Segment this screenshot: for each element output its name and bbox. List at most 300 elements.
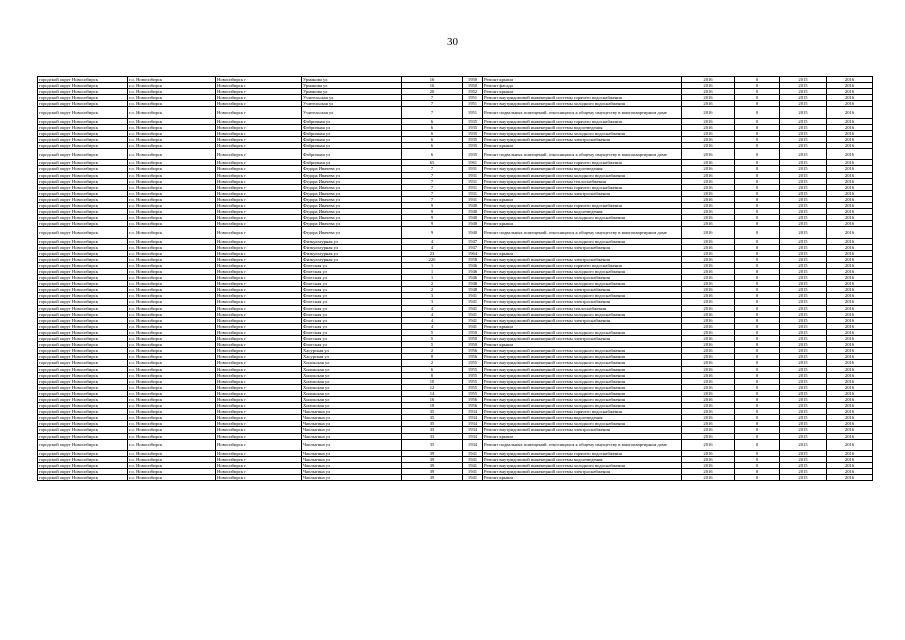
settlement-cell: Новосибирск г xyxy=(216,83,302,89)
year-cell: 1946 xyxy=(463,262,483,268)
street-cell: Хилокская ул xyxy=(302,384,402,390)
city-cell: г.о. Новосибирск xyxy=(128,262,216,268)
work-cell: Ремонт подвальных помещений, относящихся к общему имуществу в многоквартирном доме xyxy=(483,227,682,238)
count-cell: 0 xyxy=(735,409,780,415)
house-cell: 7 xyxy=(402,172,463,178)
district-cell: городской округ Новосибирск xyxy=(38,221,128,227)
count-cell: 0 xyxy=(735,427,780,433)
settlement-cell: Новосибирск г xyxy=(216,366,302,372)
start-year-cell: 2015 xyxy=(780,172,827,178)
street-cell: Учительская ул xyxy=(302,107,402,118)
house-cell: 7 xyxy=(402,107,463,118)
street-cell: Урманова ул xyxy=(302,89,402,95)
house-cell: 7 xyxy=(402,184,463,190)
work-cell: Ремонт крыши xyxy=(483,143,682,149)
plan-year-cell: 2016 xyxy=(682,136,735,142)
count-cell: 0 xyxy=(735,95,780,101)
city-cell: г.о. Новосибирск xyxy=(128,89,216,95)
city-cell: г.о. Новосибирск xyxy=(128,329,216,335)
settlement-cell: Новосибирск г xyxy=(216,107,302,118)
house-cell: 39 xyxy=(402,463,463,469)
district-cell: городской округ Новосибирск xyxy=(38,287,128,293)
house-cell: 5 xyxy=(402,342,463,348)
year-cell: 1941 xyxy=(463,469,483,475)
year-cell: 1934 xyxy=(463,415,483,421)
city-cell: г.о. Новосибирск xyxy=(128,202,216,208)
count-cell: 0 xyxy=(735,396,780,402)
plan-year-cell: 2016 xyxy=(682,149,735,160)
settlement-cell: Новосибирск г xyxy=(216,160,302,166)
plan-year-cell: 2016 xyxy=(682,160,735,166)
end-year-cell: 2016 xyxy=(827,360,873,366)
house-cell: 4 xyxy=(402,244,463,250)
count-cell: 0 xyxy=(735,89,780,95)
start-year-cell: 2015 xyxy=(780,336,827,342)
work-cell: Ремонт внутридомовой инженерной системы водоотведения xyxy=(483,415,682,421)
start-year-cell: 2015 xyxy=(780,366,827,372)
street-cell: Флотская ул xyxy=(302,262,402,268)
house-cell: 22б xyxy=(402,256,463,262)
street-cell: Хилокская ул xyxy=(302,372,402,378)
start-year-cell: 2015 xyxy=(780,101,827,107)
street-cell: Флотская ул xyxy=(302,305,402,311)
end-year-cell: 2016 xyxy=(827,190,873,196)
end-year-cell: 2016 xyxy=(827,293,873,299)
start-year-cell: 2015 xyxy=(780,209,827,215)
settlement-cell: Новосибирск г xyxy=(216,172,302,178)
district-cell: городской округ Новосибирск xyxy=(38,136,128,142)
street-cell: Флотская ул xyxy=(302,293,402,299)
work-cell: Ремонт внутридомовой инженерной системы электроснабжения xyxy=(483,190,682,196)
city-cell: г.о. Новосибирск xyxy=(128,178,216,184)
plan-year-cell: 2016 xyxy=(682,215,735,221)
house-cell: 33 xyxy=(402,433,463,439)
count-cell: 0 xyxy=(735,83,780,89)
district-cell: городской округ Новосибирск xyxy=(38,118,128,124)
settlement-cell: Новосибирск г xyxy=(216,238,302,244)
city-cell: г.о. Новосибирск xyxy=(128,77,216,83)
count-cell: 0 xyxy=(735,348,780,354)
start-year-cell: 2015 xyxy=(780,136,827,142)
work-cell: Ремонт внутридомовой инженерной системы холодного водоснабжения xyxy=(483,293,682,299)
district-cell: городской округ Новосибирск xyxy=(38,396,128,402)
house-cell: 35 xyxy=(402,409,463,415)
work-cell: Ремонт крыши xyxy=(483,196,682,202)
end-year-cell: 2016 xyxy=(827,299,873,305)
start-year-cell: 2015 xyxy=(780,390,827,396)
house-cell: 9 xyxy=(402,209,463,215)
plan-year-cell: 2016 xyxy=(682,269,735,275)
end-year-cell: 2016 xyxy=(827,143,873,149)
district-cell: городской округ Новосибирск xyxy=(38,427,128,433)
end-year-cell: 2016 xyxy=(827,262,873,268)
end-year-cell: 2016 xyxy=(827,269,873,275)
district-cell: городской округ Новосибирск xyxy=(38,329,128,335)
district-cell: городской округ Новосибирск xyxy=(38,262,128,268)
year-cell: 1931 xyxy=(463,184,483,190)
start-year-cell: 2015 xyxy=(780,403,827,409)
year-cell: 1940 xyxy=(463,209,483,215)
house-cell: 6 xyxy=(402,118,463,124)
district-cell: городской округ Новосибирск xyxy=(38,415,128,421)
city-cell: г.о. Новосибирск xyxy=(128,366,216,372)
work-cell: Ремонт подвальных помещений, относящихся к общему имуществу в многоквартирном доме xyxy=(483,107,682,118)
settlement-cell: Новосибирск г xyxy=(216,384,302,390)
year-cell: 1934 xyxy=(463,409,483,415)
plan-year-cell: 2016 xyxy=(682,130,735,136)
end-year-cell: 2016 xyxy=(827,378,873,384)
end-year-cell: 2016 xyxy=(827,323,873,329)
end-year-cell: 2016 xyxy=(827,372,873,378)
work-cell: Ремонт внутридомовой инженерной системы горячего водоснабжения xyxy=(483,450,682,456)
work-cell: Ремонт внутридомовой инженерной системы горячего водоснабжения xyxy=(483,118,682,124)
work-cell: Ремонт внутридомовой инженерной системы теплоснабжения xyxy=(483,178,682,184)
end-year-cell: 2016 xyxy=(827,83,873,89)
start-year-cell: 2015 xyxy=(780,287,827,293)
start-year-cell: 2015 xyxy=(780,439,827,450)
plan-year-cell: 2016 xyxy=(682,469,735,475)
work-cell: Ремонт внутридомовой инженерной системы электроснабжения xyxy=(483,256,682,262)
house-cell: 9 xyxy=(402,221,463,227)
city-cell: г.о. Новосибирск xyxy=(128,336,216,342)
work-cell: Ремонт внутридомовой инженерной системы холодного водоснабжения xyxy=(483,311,682,317)
district-cell: городской округ Новосибирск xyxy=(38,275,128,281)
district-cell: городской округ Новосибирск xyxy=(38,421,128,427)
count-cell: 0 xyxy=(735,209,780,215)
start-year-cell: 2015 xyxy=(780,384,827,390)
year-cell: 1941 xyxy=(463,305,483,311)
house-cell: 10 xyxy=(402,378,463,384)
count-cell: 0 xyxy=(735,403,780,409)
table-row xyxy=(38,475,873,481)
plan-year-cell: 2016 xyxy=(682,178,735,184)
work-cell: Ремонт внутридомовой инженерной системы холодного водоснабжения xyxy=(483,348,682,354)
street-cell: Физкультурная ул xyxy=(302,250,402,256)
city-cell: г.о. Новосибирск xyxy=(128,238,216,244)
end-year-cell: 2016 xyxy=(827,196,873,202)
work-cell: Ремонт внутридомовой инженерной системы холодного водоснабжения xyxy=(483,238,682,244)
plan-year-cell: 2016 xyxy=(682,403,735,409)
plan-year-cell: 2016 xyxy=(682,450,735,456)
start-year-cell: 2015 xyxy=(780,281,827,287)
end-year-cell: 2016 xyxy=(827,366,873,372)
district-cell: городской округ Новосибирск xyxy=(38,317,128,323)
table-body xyxy=(38,77,873,481)
city-cell: г.о. Новосибирск xyxy=(128,475,216,481)
settlement-cell: Новосибирск г xyxy=(216,118,302,124)
street-cell: Федора Ивачева ул xyxy=(302,190,402,196)
count-cell: 0 xyxy=(735,143,780,149)
street-cell: Фабричная ул xyxy=(302,136,402,142)
plan-year-cell: 2016 xyxy=(682,409,735,415)
settlement-cell: Новосибирск г xyxy=(216,221,302,227)
work-cell: Ремонт внутридомовой инженерной системы холодного водоснабжения xyxy=(483,421,682,427)
city-cell: г.о. Новосибирск xyxy=(128,221,216,227)
start-year-cell: 2015 xyxy=(780,275,827,281)
work-cell: Ремонт внутридомовой инженерной системы холодного водоснабжения xyxy=(483,360,682,366)
year-cell: 1955 xyxy=(463,366,483,372)
year-cell: 1934 xyxy=(463,421,483,427)
work-cell: Ремонт внутридомовой инженерной системы холодного водоснабжения xyxy=(483,172,682,178)
district-cell: городской округ Новосибирск xyxy=(38,209,128,215)
plan-year-cell: 2016 xyxy=(682,89,735,95)
end-year-cell: 2016 xyxy=(827,311,873,317)
year-cell: 1951 xyxy=(463,95,483,101)
district-cell: городской округ Новосибирск xyxy=(38,130,128,136)
plan-year-cell: 2016 xyxy=(682,456,735,462)
district-cell: городской округ Новосибирск xyxy=(38,95,128,101)
count-cell: 0 xyxy=(735,256,780,262)
plan-year-cell: 2016 xyxy=(682,209,735,215)
house-cell: 1 xyxy=(402,275,463,281)
district-cell: городской округ Новосибирск xyxy=(38,89,128,95)
city-cell: г.о. Новосибирск xyxy=(128,433,216,439)
plan-year-cell: 2016 xyxy=(682,427,735,433)
settlement-cell: Новосибирск г xyxy=(216,227,302,238)
count-cell: 0 xyxy=(735,360,780,366)
street-cell: Физкультурная ул xyxy=(302,256,402,262)
house-cell: 7 xyxy=(402,95,463,101)
house-cell: 9 xyxy=(402,227,463,238)
house-cell: 2 xyxy=(402,287,463,293)
street-cell: Федора Ивачева ул xyxy=(302,172,402,178)
settlement-cell: Новосибирск г xyxy=(216,433,302,439)
plan-year-cell: 2016 xyxy=(682,293,735,299)
end-year-cell: 2016 xyxy=(827,463,873,469)
street-cell: Федора Ивачева ул xyxy=(302,202,402,208)
settlement-cell: Новосибирск г xyxy=(216,190,302,196)
city-cell: г.о. Новосибирск xyxy=(128,166,216,172)
plan-year-cell: 2016 xyxy=(682,202,735,208)
year-cell: 1955 xyxy=(463,360,483,366)
house-cell: 35 xyxy=(402,415,463,421)
plan-year-cell: 2016 xyxy=(682,354,735,360)
work-cell: Ремонт крыши xyxy=(483,342,682,348)
year-cell: 1941 xyxy=(463,475,483,481)
house-cell: 23 xyxy=(402,250,463,256)
start-year-cell: 2015 xyxy=(780,469,827,475)
start-year-cell: 2015 xyxy=(780,89,827,95)
year-cell: 1931 xyxy=(463,196,483,202)
plan-year-cell: 2016 xyxy=(682,275,735,281)
city-cell: г.о. Новосибирск xyxy=(128,95,216,101)
count-cell: 0 xyxy=(735,149,780,160)
district-cell: городской округ Новосибирск xyxy=(38,450,128,456)
city-cell: г.о. Новосибирск xyxy=(128,124,216,130)
district-cell: городской округ Новосибирск xyxy=(38,354,128,360)
street-cell: Чаплыгина ул xyxy=(302,421,402,427)
end-year-cell: 2016 xyxy=(827,202,873,208)
count-cell: 0 xyxy=(735,269,780,275)
start-year-cell: 2015 xyxy=(780,124,827,130)
house-cell: 12 xyxy=(402,384,463,390)
start-year-cell: 2015 xyxy=(780,130,827,136)
plan-year-cell: 2016 xyxy=(682,317,735,323)
year-cell: 1931 xyxy=(463,190,483,196)
work-cell: Ремонт внутридомовой инженерной системы электроснабжения xyxy=(483,427,682,433)
year-cell: 1931 xyxy=(463,166,483,172)
work-cell: Ремонт крыши xyxy=(483,250,682,256)
year-cell: 1955 xyxy=(463,384,483,390)
house-cell: 6 xyxy=(402,143,463,149)
city-cell: г.о. Новосибирск xyxy=(128,118,216,124)
work-cell: Ремонт внутридомовой инженерной системы горячего водоснабжения xyxy=(483,409,682,415)
work-cell: Ремонт крыши xyxy=(483,475,682,481)
count-cell: 0 xyxy=(735,305,780,311)
city-cell: г.о. Новосибирск xyxy=(128,287,216,293)
house-cell: 7 xyxy=(402,196,463,202)
end-year-cell: 2016 xyxy=(827,275,873,281)
start-year-cell: 2015 xyxy=(780,160,827,166)
plan-year-cell: 2016 xyxy=(682,439,735,450)
work-cell: Ремонт фасада xyxy=(483,83,682,89)
year-cell: 1955 xyxy=(463,390,483,396)
house-cell: 8 xyxy=(402,372,463,378)
start-year-cell: 2015 xyxy=(780,360,827,366)
plan-year-cell: 2016 xyxy=(682,244,735,250)
end-year-cell: 2016 xyxy=(827,227,873,238)
settlement-cell: Новосибирск г xyxy=(216,281,302,287)
settlement-cell: Новосибирск г xyxy=(216,456,302,462)
count-cell: 0 xyxy=(735,463,780,469)
count-cell: 0 xyxy=(735,244,780,250)
house-cell: 39 xyxy=(402,475,463,481)
district-cell: городской округ Новосибирск xyxy=(38,390,128,396)
street-cell: Флотская ул xyxy=(302,269,402,275)
end-year-cell: 2016 xyxy=(827,221,873,227)
year-cell: 1940 xyxy=(463,202,483,208)
street-cell: Флотская ул xyxy=(302,287,402,293)
settlement-cell: Новосибирск г xyxy=(216,89,302,95)
district-cell: городской округ Новосибирск xyxy=(38,469,128,475)
count-cell: 0 xyxy=(735,136,780,142)
work-cell: Ремонт внутридомовой инженерной системы водоотведения xyxy=(483,209,682,215)
plan-year-cell: 2016 xyxy=(682,107,735,118)
street-cell: Федора Ивачева ул xyxy=(302,227,402,238)
start-year-cell: 2015 xyxy=(780,244,827,250)
end-year-cell: 2016 xyxy=(827,107,873,118)
street-cell: Федора Ивачева ул xyxy=(302,209,402,215)
start-year-cell: 2015 xyxy=(780,342,827,348)
plan-year-cell: 2016 xyxy=(682,190,735,196)
start-year-cell: 2015 xyxy=(780,372,827,378)
count-cell: 0 xyxy=(735,275,780,281)
district-cell: городской округ Новосибирск xyxy=(38,124,128,130)
street-cell: Чаплыгина ул xyxy=(302,415,402,421)
year-cell: 1950 xyxy=(463,336,483,342)
city-cell: г.о. Новосибирск xyxy=(128,463,216,469)
district-cell: городской округ Новосибирск xyxy=(38,439,128,450)
settlement-cell: Новосибирск г xyxy=(216,215,302,221)
settlement-cell: Новосибирск г xyxy=(216,95,302,101)
settlement-cell: Новосибирск г xyxy=(216,250,302,256)
start-year-cell: 2015 xyxy=(780,421,827,427)
district-cell: городской округ Новосибирск xyxy=(38,215,128,221)
year-cell: 1941 xyxy=(463,317,483,323)
plan-year-cell: 2016 xyxy=(682,421,735,427)
district-cell: городской округ Новосибирск xyxy=(38,293,128,299)
house-cell: 6 xyxy=(402,124,463,130)
settlement-cell: Новосибирск г xyxy=(216,427,302,433)
street-cell: Фабричная ул xyxy=(302,124,402,130)
city-cell: г.о. Новосибирск xyxy=(128,409,216,415)
end-year-cell: 2016 xyxy=(827,433,873,439)
settlement-cell: Новосибирск г xyxy=(216,475,302,481)
plan-year-cell: 2016 xyxy=(682,262,735,268)
district-cell: городской округ Новосибирск xyxy=(38,372,128,378)
district-cell: городской округ Новосибирск xyxy=(38,178,128,184)
plan-year-cell: 2016 xyxy=(682,281,735,287)
start-year-cell: 2015 xyxy=(780,221,827,227)
start-year-cell: 2015 xyxy=(780,475,827,481)
settlement-cell: Новосибирск г xyxy=(216,463,302,469)
settlement-cell: Новосибирск г xyxy=(216,317,302,323)
settlement-cell: Новосибирск г xyxy=(216,450,302,456)
house-cell: 39 xyxy=(402,456,463,462)
city-cell: г.о. Новосибирск xyxy=(128,439,216,450)
start-year-cell: 2015 xyxy=(780,456,827,462)
city-cell: г.о. Новосибирск xyxy=(128,269,216,275)
settlement-cell: Новосибирск г xyxy=(216,262,302,268)
count-cell: 0 xyxy=(735,378,780,384)
house-cell: 4 xyxy=(402,305,463,311)
city-cell: г.о. Новосибирск xyxy=(128,196,216,202)
count-cell: 0 xyxy=(735,130,780,136)
count-cell: 0 xyxy=(735,190,780,196)
year-cell: 1941 xyxy=(463,311,483,317)
settlement-cell: Новосибирск г xyxy=(216,101,302,107)
count-cell: 0 xyxy=(735,287,780,293)
district-cell: городской округ Новосибирск xyxy=(38,409,128,415)
plan-year-cell: 2016 xyxy=(682,348,735,354)
year-cell: 1955 xyxy=(463,372,483,378)
work-cell: Ремонт внутридомовой инженерной системы холодного водоснабжения xyxy=(483,396,682,402)
settlement-cell: Новосибирск г xyxy=(216,244,302,250)
district-cell: городской округ Новосибирск xyxy=(38,403,128,409)
district-cell: городской округ Новосибирск xyxy=(38,311,128,317)
work-cell: Ремонт внутридомовой инженерной системы холодного водоснабжения xyxy=(483,403,682,409)
plan-year-cell: 2016 xyxy=(682,124,735,130)
district-cell: городской округ Новосибирск xyxy=(38,190,128,196)
settlement-cell: Новосибирск г xyxy=(216,409,302,415)
start-year-cell: 2015 xyxy=(780,143,827,149)
settlement-cell: Новосибирск г xyxy=(216,396,302,402)
city-cell: г.о. Новосибирск xyxy=(128,396,216,402)
start-year-cell: 2015 xyxy=(780,427,827,433)
city-cell: г.о. Новосибирск xyxy=(128,311,216,317)
plan-year-cell: 2016 xyxy=(682,384,735,390)
year-cell: 1935 xyxy=(463,136,483,142)
street-cell: Флотская ул xyxy=(302,281,402,287)
count-cell: 0 xyxy=(735,342,780,348)
house-cell: 6 xyxy=(402,130,463,136)
plan-year-cell: 2016 xyxy=(682,101,735,107)
plan-year-cell: 2016 xyxy=(682,238,735,244)
end-year-cell: 2016 xyxy=(827,305,873,311)
year-cell: 1951 xyxy=(463,101,483,107)
street-cell: Хилокская ул xyxy=(302,366,402,372)
year-cell: 1950 xyxy=(463,83,483,89)
work-cell: Ремонт внутридомовой инженерной системы холодного водоснабжения xyxy=(483,329,682,335)
city-cell: г.о. Новосибирск xyxy=(128,415,216,421)
settlement-cell: Новосибирск г xyxy=(216,348,302,354)
street-cell: Федора Ивачева ул xyxy=(302,215,402,221)
work-cell: Ремонт внутридомовой инженерной системы электроснабжения xyxy=(483,317,682,323)
count-cell: 0 xyxy=(735,323,780,329)
district-cell: городской округ Новосибирск xyxy=(38,281,128,287)
start-year-cell: 2015 xyxy=(780,415,827,421)
street-cell: Чаплыгина ул xyxy=(302,469,402,475)
